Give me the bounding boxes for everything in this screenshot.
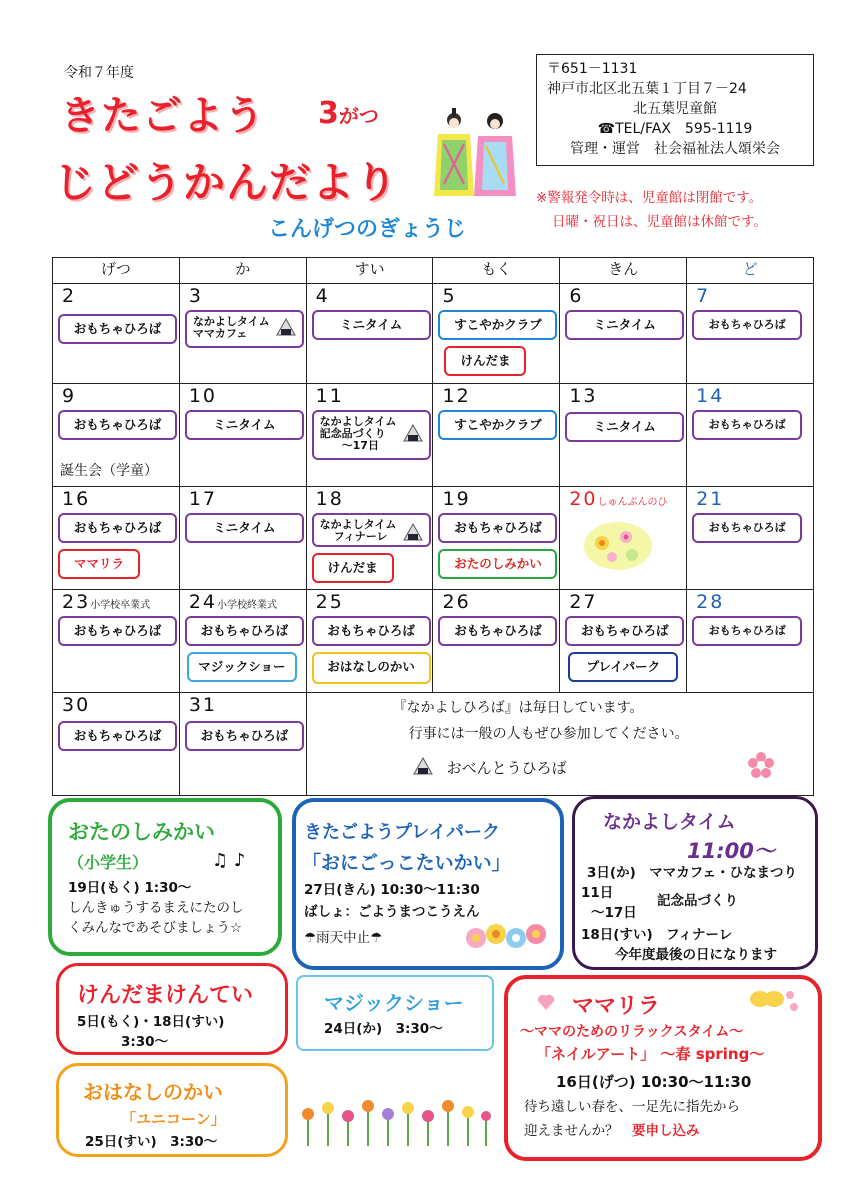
event-omocha: おもちゃひろば	[692, 410, 802, 440]
day-cell-26	[433, 590, 560, 693]
day-number: 14	[696, 385, 725, 407]
nakayoshi-line1: 3日(か) ママカフェ・ひなまつり	[587, 865, 798, 881]
heart-icon	[536, 993, 556, 1011]
magic-box	[296, 975, 494, 1051]
events-subtitle: こんげつのぎょうじ	[268, 217, 467, 242]
day-number-value: 23	[62, 591, 91, 613]
month-label	[318, 96, 379, 131]
event-omocha: おもちゃひろば	[58, 721, 177, 751]
day-number: 5	[442, 285, 457, 307]
event-otanoshimi: おたのしみかい	[438, 549, 557, 579]
newsletter-title-line1: きたごよう	[60, 93, 265, 139]
weekday-tue: か	[179, 258, 306, 284]
playpark-rain: ☂雨天中止☂	[304, 930, 383, 946]
event-omocha: おもちゃひろば	[58, 513, 177, 543]
onigiri-icon	[276, 318, 296, 336]
mamarira-date: 16日(げつ) 10:30～11:30	[556, 1073, 752, 1091]
participation-note: 行事には一般の人もぜひ参加してください。	[408, 726, 689, 742]
kendama-title: けんだまけんてい	[77, 983, 254, 1008]
ohanashi-box	[56, 1063, 288, 1157]
event-line: なかよしタイム	[319, 415, 397, 428]
street-address: 神戸市北区北五葉１丁目７－24	[547, 81, 747, 97]
calendar-notes-cell	[306, 693, 813, 796]
day-cell-16	[53, 487, 180, 590]
event-mini: ミニタイム	[185, 513, 304, 543]
nakayoshi-line3: 18日(すい) フィナーレ	[581, 927, 733, 943]
kendama-box	[56, 963, 288, 1055]
nakayoshi-line4: 今年度最後の日になります	[615, 947, 777, 963]
event-omocha: おもちゃひろば	[185, 616, 304, 646]
holiday-notice: 日曜・祝日は、児童館は休館です。	[552, 214, 767, 230]
weekday-wed: すい	[306, 258, 433, 284]
day-cell-13	[560, 384, 687, 487]
day-cell-9	[53, 384, 180, 487]
day-number: 13	[569, 385, 598, 407]
event-mini: ミニタイム	[185, 410, 304, 440]
event-mini: ミニタイム	[565, 310, 684, 340]
event-omocha: おもちゃひろば	[312, 616, 431, 646]
management: 管理・運営 社会福祉法人頌栄会	[570, 141, 780, 157]
day-number: 7	[696, 285, 711, 307]
nakayoshi-title: なかよしタイム	[603, 811, 736, 833]
nakayoshi-time: 11:00～	[687, 839, 775, 863]
newsletter-title-line2: じどうかんだより	[54, 158, 399, 207]
mamarira-desc2: 迎えませんか？	[524, 1123, 619, 1139]
playpark-place: ばしょ：ごようまつこうえん	[304, 904, 480, 920]
phone-number: ☎TEL/FAX 595-1119	[597, 121, 753, 137]
butterfly-icon	[744, 987, 800, 1017]
day-cell-25	[306, 590, 433, 693]
mamarira-desc2-row	[524, 1121, 700, 1141]
day-cell-28	[687, 590, 814, 693]
event-omocha: おもちゃひろば	[692, 513, 802, 543]
event-sukoyaka: すこやかクラブ	[438, 310, 557, 340]
event-line: ～17日	[341, 439, 379, 452]
holiday-name: しゅんぶんのひ	[597, 497, 668, 508]
day-cell-3	[179, 284, 306, 384]
day-number-value: 24	[188, 591, 218, 613]
event-line: フィナーレ	[333, 530, 388, 543]
kendama-date2: 3:30～	[121, 1034, 169, 1050]
day-cell-4	[306, 284, 433, 384]
ohanashi-date: 25日(すい) 3:30～	[85, 1134, 218, 1150]
day-number: 17	[188, 488, 218, 510]
event-nakayoshi-kinen	[312, 410, 431, 460]
event-magic: マジックショー	[187, 652, 297, 682]
music-note-icon: ♫ ♪	[212, 850, 246, 871]
mamarira-apply: 要申し込み	[632, 1123, 700, 1139]
event-line: ママカフェ	[192, 327, 248, 340]
day-number: 30	[62, 694, 91, 716]
nakayoshi-hiroba-note: 『なかよしひろば』は毎日しています。	[392, 700, 644, 716]
day-note: 小学校卒業式	[90, 600, 151, 611]
magic-date: 24日(か) 3:30～	[324, 1021, 443, 1037]
event-omocha: おもちゃひろば	[58, 616, 177, 646]
mamarira-title: ママリラ	[572, 994, 661, 1019]
day-cell-12	[433, 384, 560, 487]
day-cell-2	[53, 284, 180, 384]
day-number: 4	[315, 285, 330, 307]
day-number: 12	[442, 385, 471, 407]
day-cell-21	[687, 487, 814, 590]
event-ohanashi: おはなしのかい	[312, 652, 431, 684]
weekday-fri: きん	[560, 258, 687, 284]
day-cell-6	[560, 284, 687, 384]
day-cell-23	[53, 590, 180, 693]
event-omocha: おもちゃひろば	[185, 721, 304, 751]
onigiri-icon	[413, 756, 433, 776]
fiscal-year: 令和７年度	[64, 65, 134, 81]
bento-hiroba: おべんとうひろば	[446, 759, 567, 777]
notices	[536, 186, 767, 234]
mamarira-desc1: 待ち遠しい春を、一足先に指先から	[524, 1099, 740, 1115]
day-number	[189, 591, 277, 613]
event-omocha: おもちゃひろば	[692, 616, 802, 646]
mamarira-box	[504, 975, 822, 1161]
day-number: 9	[62, 385, 77, 407]
event-omocha: おもちゃひろば	[565, 616, 684, 646]
nakayoshi-box	[572, 796, 818, 970]
playpark-box	[292, 798, 564, 970]
playpark-sub: 「おにごっこたいかい」	[302, 852, 511, 874]
day-cell-5	[433, 284, 560, 384]
day-number: 11	[315, 385, 344, 407]
day-number: 21	[696, 488, 725, 510]
day-cell-17	[179, 487, 306, 590]
otanoshimi-desc1: しんきゅうするまえにたのし	[68, 900, 244, 916]
day-number: 18	[315, 488, 344, 510]
nakayoshi-line2a: 11日	[581, 885, 614, 901]
flowers-illustration	[464, 920, 550, 952]
otanoshimi-box	[48, 798, 282, 956]
weekday-mon: げつ	[53, 258, 180, 284]
event-omocha: おもちゃひろば	[692, 310, 802, 340]
kendama-date1: 5日(もく)・18日(すい)	[77, 1014, 225, 1030]
ohanashi-sub: 「ユニコーン」	[121, 1110, 226, 1128]
event-playpark: プレイパーク	[568, 652, 678, 682]
postal-code: 〒651－1131	[547, 61, 638, 77]
day-cell-24	[179, 590, 306, 693]
event-omocha: おもちゃひろば	[438, 616, 557, 646]
playpark-date: 27日(きん) 10:30～11:30	[304, 882, 480, 898]
nakayoshi-line2c: ～17日	[591, 905, 637, 921]
day-number: 6	[569, 285, 584, 307]
day-note: 小学校終業式	[217, 600, 278, 611]
day-cell-30	[53, 693, 180, 796]
day-number	[569, 488, 667, 510]
day-number: 10	[188, 385, 218, 407]
day-cell-14	[687, 384, 814, 487]
facility-name: 北五葉児童館	[633, 101, 717, 117]
flower-border-illustration	[298, 1096, 492, 1146]
day-number: 25	[315, 591, 344, 613]
day-cell-10	[179, 384, 306, 487]
event-nakayoshi-cafe	[185, 310, 304, 348]
event-mamarira: ママリラ	[58, 549, 140, 579]
event-line: なかよしタイム	[319, 518, 397, 531]
day-number: 26	[442, 591, 471, 613]
event-line: なかよしタイム	[192, 315, 270, 328]
event-omocha: おもちゃひろば	[58, 314, 177, 344]
otanoshimi-title: おたのしみかい	[68, 820, 215, 844]
playpark-title: きたごようプレイパーク	[304, 822, 501, 843]
event-line: 記念品づくり	[319, 427, 386, 440]
event-nakayoshi-finale	[312, 513, 431, 547]
flower-illustration	[582, 519, 654, 573]
otanoshimi-desc2: くみんなであそびましょう☆	[68, 920, 243, 936]
day-number: 31	[188, 694, 218, 716]
day-number: 2	[62, 285, 77, 307]
day-cell-31	[179, 693, 306, 796]
mamarira-sub2: 「ネイルアート」 ～春 spring～	[536, 1045, 765, 1063]
day-cell-11	[306, 384, 433, 487]
day-number: 16	[62, 488, 91, 510]
day-number: 3	[188, 285, 203, 307]
event-birthday: 誕生会（学童）	[60, 463, 158, 479]
address-box	[536, 54, 814, 166]
mamarira-sub1: ～ママのためのリラックスタイム～	[520, 1024, 744, 1040]
day-cell-27	[560, 590, 687, 693]
event-kendama: けんだま	[312, 553, 394, 583]
event-omocha: おもちゃひろば	[58, 410, 177, 440]
hina-doll-illustration	[432, 104, 518, 202]
day-cell-18	[306, 487, 433, 590]
day-cell-7	[687, 284, 814, 384]
day-number: 28	[696, 591, 725, 613]
ohanashi-title: おはなしのかい	[83, 1080, 223, 1104]
onigiri-icon	[403, 523, 423, 541]
event-omocha: おもちゃひろば	[438, 513, 557, 543]
event-mini: ミニタイム	[312, 310, 431, 340]
otanoshimi-date: 19日(もく) 1:30～	[68, 880, 192, 896]
flower-icon	[747, 751, 775, 779]
weekday-sat: ど	[687, 258, 814, 284]
nakayoshi-line2b: 記念品づくり	[657, 893, 738, 909]
day-number: 27	[569, 591, 598, 613]
event-mini: ミニタイム	[565, 412, 684, 442]
calendar-table	[52, 257, 814, 796]
month-number: 3	[318, 96, 339, 131]
day-number: 19	[442, 488, 471, 510]
event-kendama: けんだま	[444, 346, 526, 376]
magic-title: マジックショー	[324, 991, 464, 1015]
day-number	[62, 591, 150, 613]
otanoshimi-sub: （小学生）	[68, 853, 149, 872]
day-cell-19	[433, 487, 560, 590]
weekday-thu: もく	[433, 258, 560, 284]
month-suffix: がつ	[338, 104, 379, 128]
day-number-value: 20	[569, 488, 598, 510]
warning-notice: ※警報発令時は、児童館は閉館です。	[536, 190, 763, 206]
event-sukoyaka: すこやかクラブ	[438, 410, 557, 440]
day-cell-20	[560, 487, 687, 590]
onigiri-icon	[403, 424, 423, 442]
